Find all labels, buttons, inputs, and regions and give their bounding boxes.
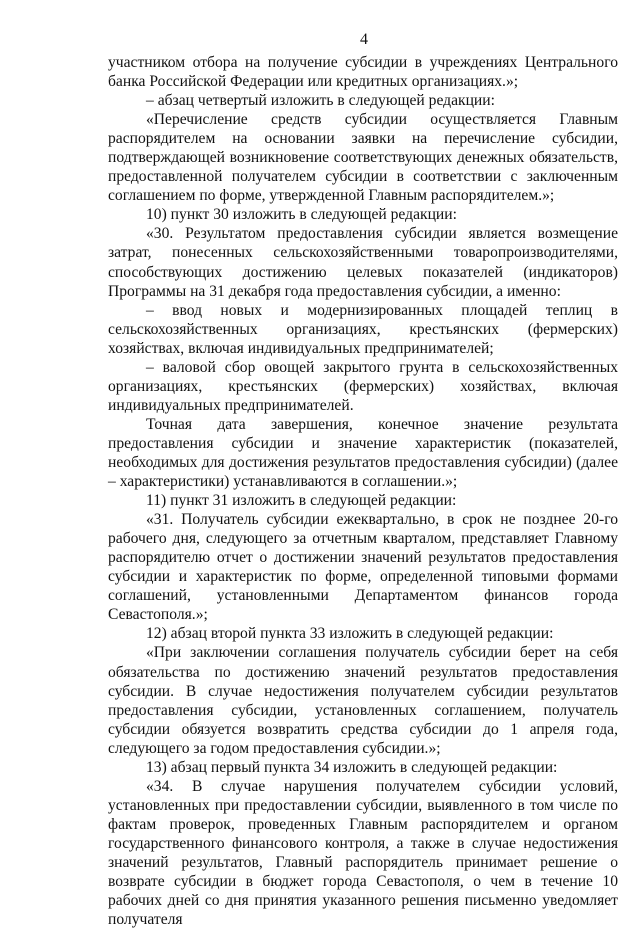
paragraph: «При заключении соглашения получатель субсидии берет на себя обязательства по достижению значений результатов предоставления субсидии. В случае недостижения получателем субсидии результатов предоставления субсидии, установленных соглашением, получатель субсидии обязуется возвратить средства субсидии до 1 апреля года, следующего за годом предоставления субсидии.»; [108,644,618,757]
paragraph: 13) абзац первый пункта 34 изложить в следующей редакции: [146,758,558,776]
paragraph: – абзац четвертый изложить в следующей редакции: [146,92,495,110]
paragraph: «30. Результатом предоставления субсидии является возмещение затрат, понесенных сельскохозяйственными товаропроизводителями, способствующих достижению целевых показателей (индикаторов) Программы на 31 декабря года предоставления субсидии, а именно: [108,225,618,300]
document-body [108,53,618,929]
paragraph: 11) пункт 31 изложить в следующей редакции: [146,492,457,510]
page-number: 4 [360,31,368,48]
paragraph: «Перечисление средств субсидии осуществляется Главным распорядителем на основании заявки на перечисление субсидии, подтверждающей возникновение соответствующих денежных обязательств, предоставленной получателем субсидии в соответствии с заключенным соглашением по форме, утвержденной Главным распорядителем.»; [108,111,618,205]
paragraph: – ввод новых и модернизированных площадей теплиц в сельскохозяйственных организациях, крестьянских (фермерских) хозяйствах, включая индивидуальных предпринимателей; [108,301,618,357]
paragraph: – валовой сбор овощей закрытого грунта в сельскохозяйственных организациях, крестьянских (фермерских) хозяйствах, включая индивидуальных предпринимателей. [108,358,618,414]
paragraph: 10) пункт 30 изложить в следующей редакции: [146,206,457,224]
paragraph: 12) абзац второй пункта 33 изложить в следующей редакции: [146,625,554,643]
paragraph: Точная дата завершения, конечное значение результата предоставления субсидии и значение характеристик (показателей, необходимых для достижения результатов предоставления субсидии) (далее – характеристики) устанавливаются в соглашении.»; [108,415,618,491]
paragraph: участником отбора на получение субсидии в учреждениях Центрального банка Российской Федерации или кредитных организациях.»; [108,54,618,91]
paragraph: «31. Получатель субсидии ежеквартально, в срок не позднее 20-го рабочего дня, следующего за отчетным кварталом, представляет Главному распорядителю отчет о достижении значений результатов предоставления субсидии и характеристик по форме, определенной типовыми формами соглашений, установленными Департаментом финансов города Севастополя.»; [108,511,618,624]
paragraph: «34. В случае нарушения получателем субсидии условий, установленных при предоставлении субсидии, выявленного в том числе по фактам проверок, проведенных Главным распорядителем и органом государственного финансового контроля, а также в случае недостижения значений результатов, Главный распорядитель принимает решение о возврате субсидии в бюджет города Севастополя, о чем в течение 10 рабочих дней со дня принятия указанного решения письменно уведомляет получателя [108,777,618,929]
